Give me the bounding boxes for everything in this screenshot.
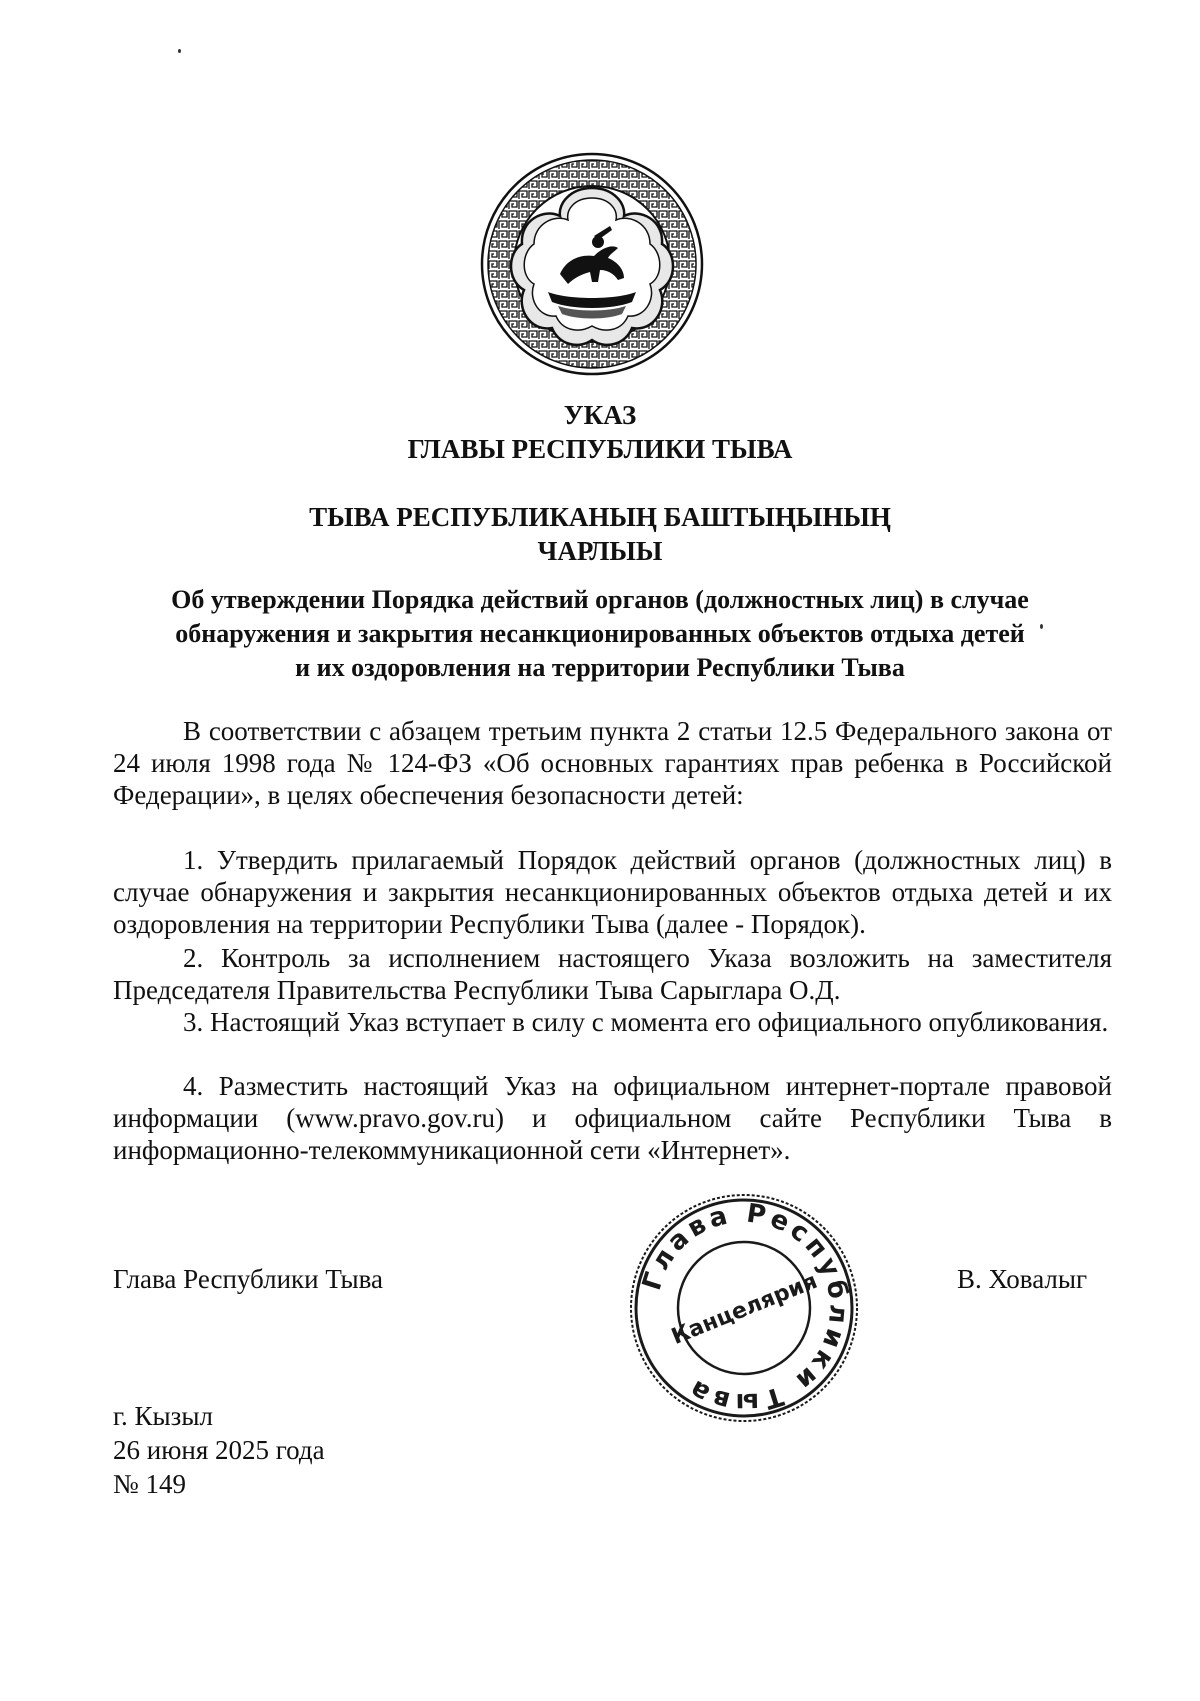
decree-item (113, 1070, 1112, 1166)
seal-center-text: Канцелярия (668, 1268, 822, 1350)
preamble-text: В соответствии с абзацем третьим пункта 2 статьи 12.5 Федерального закона от 24 июля 1998 года № 124-ФЗ «Об основных гарантиях прав ребенка в Российской Федерации», в целях обеспечения безопасности детей: (113, 716, 1112, 810)
decree-item (113, 844, 1112, 940)
decree-heading-tuvan-line-1: ТЫВА РЕСПУБЛИКАНЫҢ БАШТЫҢЫНЫҢ (309, 502, 891, 532)
signer-name: В. Ховалыг (957, 1264, 1088, 1294)
issue-date: 26 июня 2025 года (113, 1435, 325, 1465)
decree-heading-tuvan (0, 500, 1200, 568)
decree-heading-line-1: УКАЗ (563, 400, 637, 430)
decree-title (110, 583, 1090, 685)
decree-heading-tuvan-line-2: ЧАРЛЫЫ (537, 536, 663, 566)
coat-of-arms-emblem (478, 150, 706, 378)
scan-speck (178, 49, 181, 53)
signer-position: Глава Республики Тыва (113, 1264, 384, 1294)
decree-title-line-1: Об утверждении Порядка действий органов (должностных лиц) в случае (171, 585, 1029, 614)
decree-item (113, 1006, 1112, 1038)
decree-item-text: 4. Разместить настоящий Указ на официальном интернет-портале правовой информации (www.pravo.gov.ru) и официальном сайте Республики Тыва в информационно-телекоммуникационной сети «Интернет». (113, 1071, 1112, 1165)
preamble-paragraph (113, 715, 1112, 811)
decree-item-text: 3. Настоящий Указ вступает в силу с момента его официального опубликования. (183, 1007, 1109, 1037)
decree-heading-line-2: ГЛАВЫ РЕСПУБЛИКИ ТЫВА (407, 434, 793, 464)
decree-title-line-2: обнаружения и закрытия несанкционированных объектов отдыха детей (175, 619, 1025, 648)
decree-item-text: 2. Контроль за исполнением настоящего Указа возложить на заместителя Председателя Правительства Республики Тыва Сарыглара О.Д. (113, 943, 1112, 1005)
decree-number: № 149 (113, 1469, 187, 1499)
decree-title-line-3: и их оздоровления на территории Республики Тыва (295, 653, 905, 682)
seal-ring-label: Глава Республики Тыва (636, 1198, 854, 1418)
decree-item-text: 1. Утвердить прилагаемый Порядок действий органов (должностных лиц) в случае обнаружения и закрытия несанкционированных объектов отдыха детей и их оздоровления на территории Республики Тыва (далее - Порядок). (113, 845, 1112, 939)
decree-item (113, 942, 1112, 1006)
office-stamp-seal (626, 1190, 862, 1426)
issue-place: г. Кызыл (113, 1401, 213, 1431)
decree-heading-russian (0, 398, 1200, 466)
